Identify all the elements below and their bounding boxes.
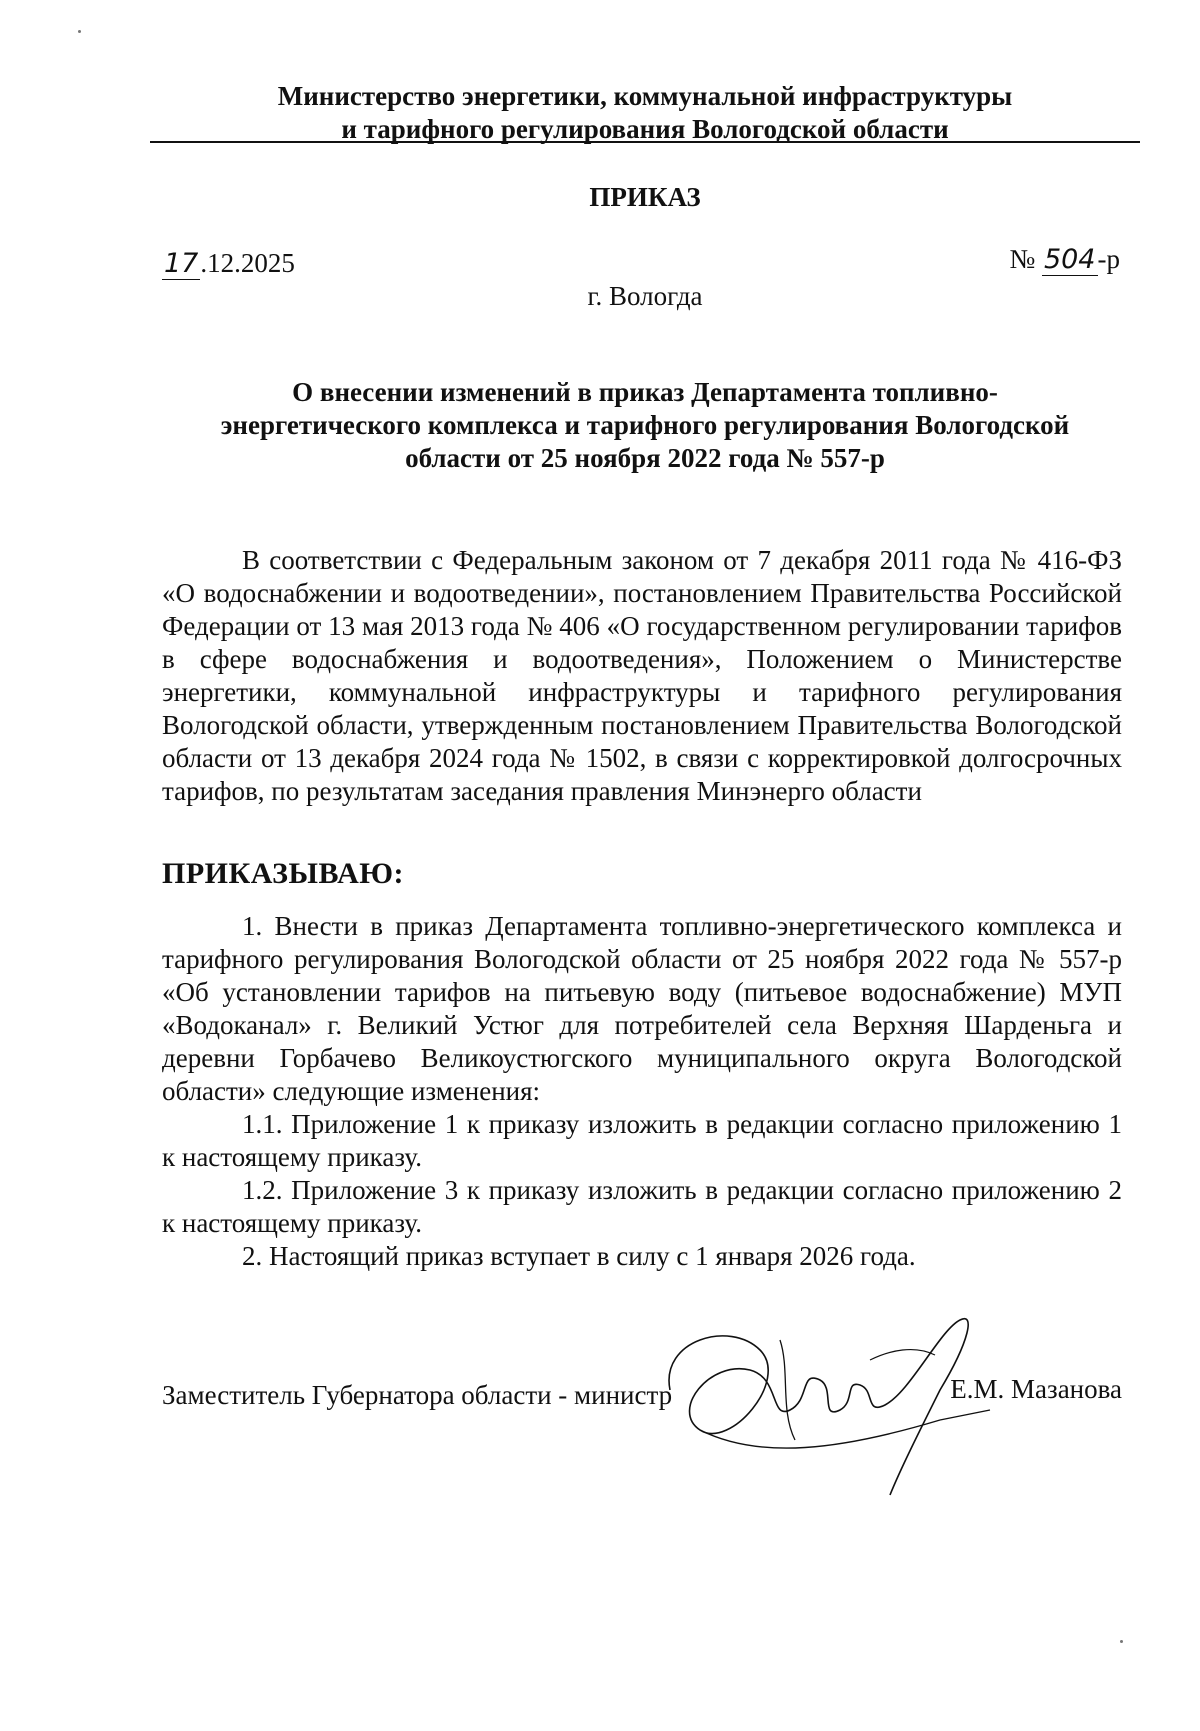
signature-block <box>162 1374 1122 1420</box>
title-line-2: энергетического комплекса и тарифного регулирования Вологодской <box>220 410 1070 440</box>
ministry-header-line-1: Министерство энергетики, коммунальной инфраструктуры <box>277 81 1013 111</box>
order-item-1-2: 1.2. Приложение 3 к приказу изложить в редакции согласно приложению 2 к настоящему приказу. <box>162 1175 1122 1238</box>
title-line-3: области от 25 ноября 2022 года № 557-р <box>405 443 885 473</box>
order-item-1: 1. Внести в приказ Департамента топливно-энергетического комплекса и тарифного регулирования Вологодской области от 25 ноября 2022 года № 557-р «Об установлении тарифов на питьевую воду (питьевое водоснабжение) МУП «Водоканал» г. Великий Устюг для потребителей села Верхняя Шарденьга и деревни Горбачево Великоустюгского муниципального округа Вологодской области» следующие изменения: <box>162 911 1122 1106</box>
order-items <box>162 910 1122 1273</box>
ministry-header-line-2: и тарифного регулирования Вологодской области <box>341 114 949 144</box>
city: г. Вологда <box>587 281 703 311</box>
date-day-handwritten: 17 <box>164 248 199 279</box>
order-number <box>1009 244 1120 275</box>
header-divider <box>150 141 1140 143</box>
document-type: ПРИКАЗ <box>589 182 701 212</box>
order-date <box>162 248 295 279</box>
signatory-position: Заместитель Губернатора области - министр <box>162 1380 673 1410</box>
signatory-name: Е.М. Мазанова <box>950 1374 1122 1404</box>
preamble-block <box>162 544 1122 808</box>
scan-speck <box>1120 1640 1123 1643</box>
scan-speck <box>78 30 81 33</box>
title-line-1: О внесении изменений в приказ Департамента топливно- <box>292 377 998 407</box>
number-prefix: № <box>1009 244 1036 274</box>
number-suffix: -р <box>1097 244 1120 274</box>
decree-word: ПРИКАЗЫВАЮ: <box>162 857 405 890</box>
order-item-2: 2. Настоящий приказ вступает в силу с 1 января 2026 года. <box>242 1241 916 1271</box>
number-handwritten: 504 <box>1043 244 1096 275</box>
date-month-year: .12.2025 <box>200 248 295 278</box>
ministry-header <box>150 80 1140 146</box>
order-item-1-1: 1.1. Приложение 1 к приказу изложить в редакции согласно приложению 1 к настоящему приказу. <box>162 1109 1122 1172</box>
order-title <box>180 376 1110 475</box>
preamble-paragraph: В соответствии с Федеральным законом от 7 декабря 2011 года № 416-ФЗ «О водоснабжении и водоотведении», постановлением Правительства Российской Федерации от 13 мая 2013 года № 406 «О государственном регулировании тарифов в сфере водоснабжения и водоотведения», Положением о Министерстве энергетики, коммунальной инфраструктуры и тарифного регулирования Вологодской области, утвержденным постановлением Правительства Вологодской области от 13 декабря 2024 года № 1502, в связи с корректировкой долгосрочных тарифов, по результатам заседания правления Минэнерго области <box>162 545 1122 806</box>
